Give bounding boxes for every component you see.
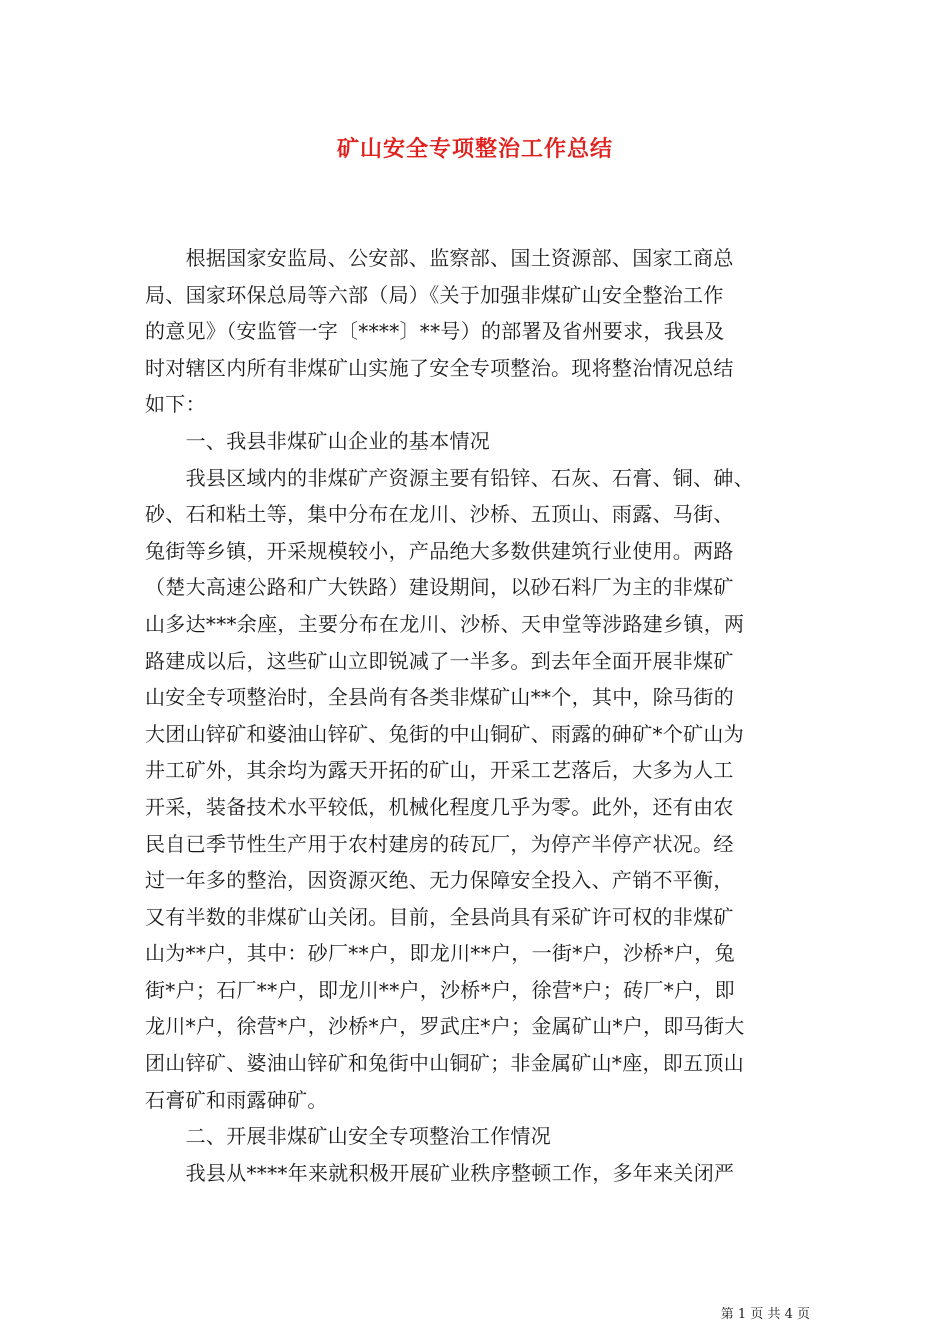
body-line: 过一年多的整治，因资源灭绝、无力保障安全投入、产销不平衡， [145, 868, 734, 893]
body-line: 的意见》（安监管一字〔****〕**号）的部署及省州要求，我县及 [145, 319, 725, 344]
body-line: 龙川*户，徐营*户，沙桥*户，罗武庄*户；金属矿山*户，即马街大 [145, 1014, 745, 1039]
body-line: 路建成以后，这些矿山立即锐减了一半多。到去年全面开展非煤矿 [145, 648, 734, 673]
body-line: 我县区域内的非煤矿产资源主要有铅锌、石灰、石膏、铜、砷、 [145, 465, 754, 490]
body-line: 砂、石和粘土等，集中分布在龙川、沙桥、五顶山、雨露、马街、 [145, 502, 734, 527]
body-line: 时对辖区内所有非煤矿山实施了安全专项整治。现将整治情况总结 [145, 355, 734, 380]
body-line: 又有半数的非煤矿山关闭。目前，全县尚具有采矿许可权的非煤矿 [145, 904, 734, 929]
body-line: 山为**户，其中：砂厂**户，即龙川**户，一街*户，沙桥*户，兔 [145, 941, 735, 966]
page-footer: 第 1 页 共 4 页 [720, 1307, 810, 1322]
body-line: 局、国家环保总局等六部（局）《关于加强非煤矿山安全整治工作 [145, 282, 724, 307]
section-heading-2: 二、开展非煤矿山安全专项整治工作情况 [145, 1124, 551, 1149]
body-line: 民自已季节性生产用于农村建房的砖瓦厂，为停产半停产状况。经 [145, 831, 734, 856]
body-line: 大团山锌矿和婆油山锌矿、兔街的中山铜矿、雨露的砷矿*个矿山为 [145, 721, 744, 746]
body-line: 根据国家安监局、公安部、监察部、国土资源部、国家工商总 [145, 246, 734, 270]
body-line: 团山锌矿、婆油山锌矿和兔街中山铜矿；非金属矿山*座，即五顶山 [145, 1051, 744, 1076]
body-line: 兔街等乡镇，开采规模较小，产品绝大多数供建筑行业使用。两路 [145, 538, 734, 563]
document-title: 矿山安全专项整治工作总结 [336, 136, 613, 162]
body-line: 街*户；石厂**户，即龙川**户，沙桥*户，徐营*户；砖厂*户，即 [145, 977, 735, 1002]
body-line: 如下： [145, 392, 206, 417]
section-heading-1: 一、我县非煤矿山企业的基本情况 [145, 428, 491, 453]
body-line: 山多达***余座，主要分布在龙川、沙桥、天申堂等涉路建乡镇，两 [145, 611, 745, 636]
body-line: 石膏矿和雨露砷矿。 [145, 1087, 328, 1112]
document-body [145, 240, 810, 1191]
body-line: 开采，装备技术水平较低，机械化程度几乎为零。此外，还有由农 [145, 794, 734, 819]
body-line: 我县从****年来就积极开展矿业秩序整顿工作，多年来关闭严 [145, 1160, 735, 1185]
body-line: 山安全专项整治时，全县尚有各类非煤矿山**个，其中，除马街的 [145, 685, 734, 710]
body-line: 井工矿外，其余均为露天开拓的矿山，开采工艺落后，大多为人工 [145, 758, 734, 783]
body-line: （楚大高速公路和广大铁路）建设期间，以砂石料厂为主的非煤矿 [145, 575, 734, 600]
